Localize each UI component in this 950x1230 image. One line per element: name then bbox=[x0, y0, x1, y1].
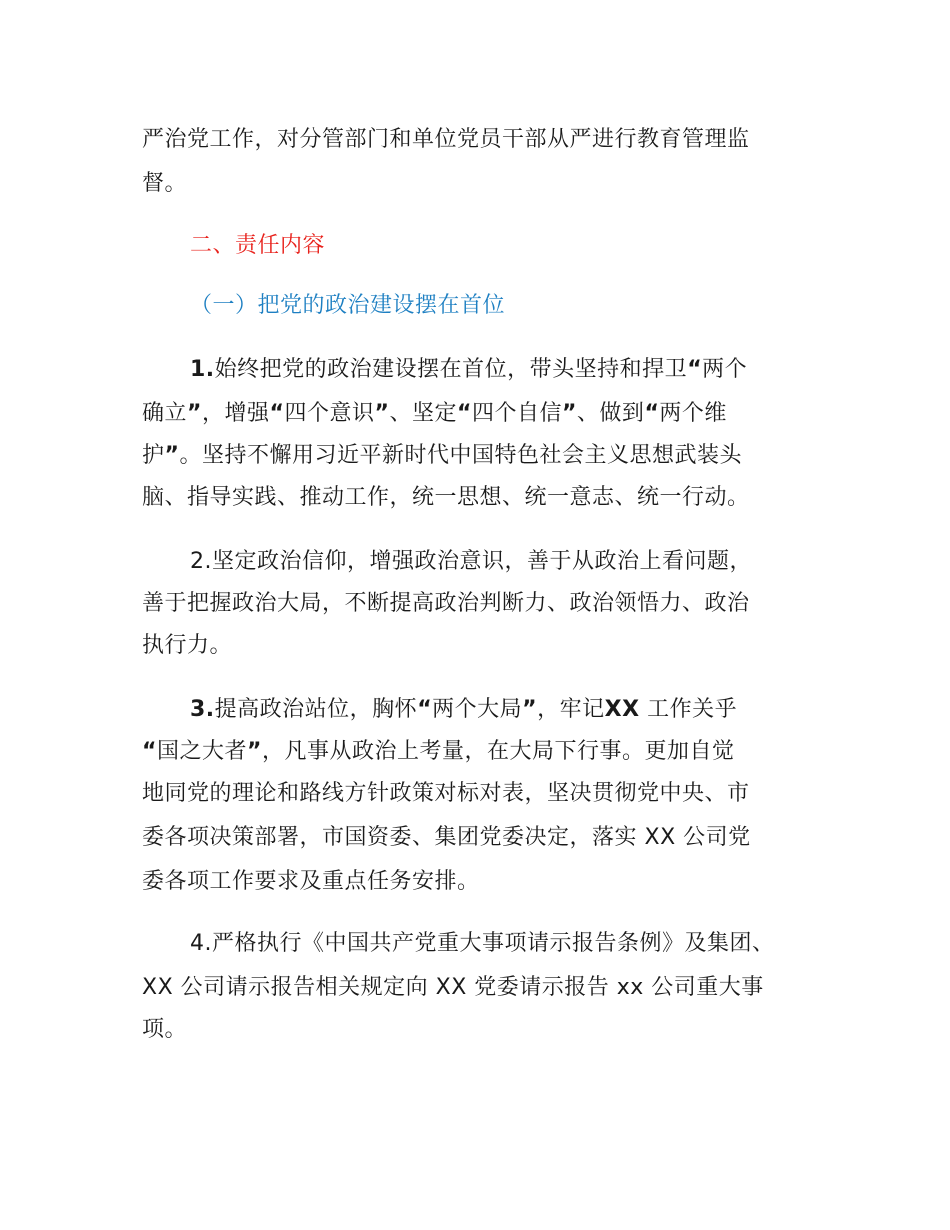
item-2-line-3: 执行力。 bbox=[142, 633, 233, 658]
continuation-line-2: 督。 bbox=[142, 171, 188, 196]
item-3-line-3: 地同党的理论和路线方针政策对标对表，坚决贯彻党中央、市 bbox=[142, 781, 750, 806]
item-2-line-1: 2.坚定政治信仰，增强政治意识，善于从政治上看问题， bbox=[190, 549, 752, 574]
item-3-line-4: 委各项决策部署，市国资委、集团党委决定，落实 XX 公司党 bbox=[142, 825, 751, 850]
subsection-heading: （一）把党的政治建设摆在首位 bbox=[190, 293, 506, 318]
item-1-line-1: 1.始终把党的政治建设摆在首位，带头坚持和捍卫“两个 bbox=[190, 357, 748, 382]
item-3-line-2: “国之大者”，凡事从政治上考量，在大局下行事。更加自觉 bbox=[142, 739, 735, 764]
item-4-line-3: 项。 bbox=[142, 1017, 188, 1042]
continuation-line-1: 严治党工作，对分管部门和单位党员干部从严进行教育管理监 bbox=[142, 127, 750, 152]
item-3-line-5: 委各项工作要求及重点任务安排。 bbox=[142, 869, 480, 894]
item-3-line-1: 3.提高政治站位，胸怀“两个大局”，牢记XX 工作关乎 bbox=[190, 697, 738, 722]
item-1-number: 1. bbox=[190, 357, 215, 382]
item-1-line-2: 确立”，增强“四个意识”、坚定“四个自信”、做到“两个维 bbox=[142, 401, 727, 426]
item-2-line-2: 善于把握政治大局，不断提高政治判断力、政治领悟力、政治 bbox=[142, 591, 750, 616]
item-4-line-2: XX 公司请示报告相关规定向 XX 党委请示报告 xx 公司重大事 bbox=[142, 975, 764, 1000]
item-3-number: 3. bbox=[190, 697, 215, 722]
item-1-line-4: 脑、指导实践、推动工作，统一思想、统一意志、统一行动。 bbox=[142, 485, 750, 510]
item-1-line-3: 护”。坚持不懈用习近平新时代中国特色社会主义思想武装头 bbox=[142, 443, 742, 468]
section-heading: 二、责任内容 bbox=[190, 233, 326, 258]
item-4-line-1: 4.严格执行《中国共产党重大事项请示报告条例》及集团、 bbox=[190, 931, 775, 956]
